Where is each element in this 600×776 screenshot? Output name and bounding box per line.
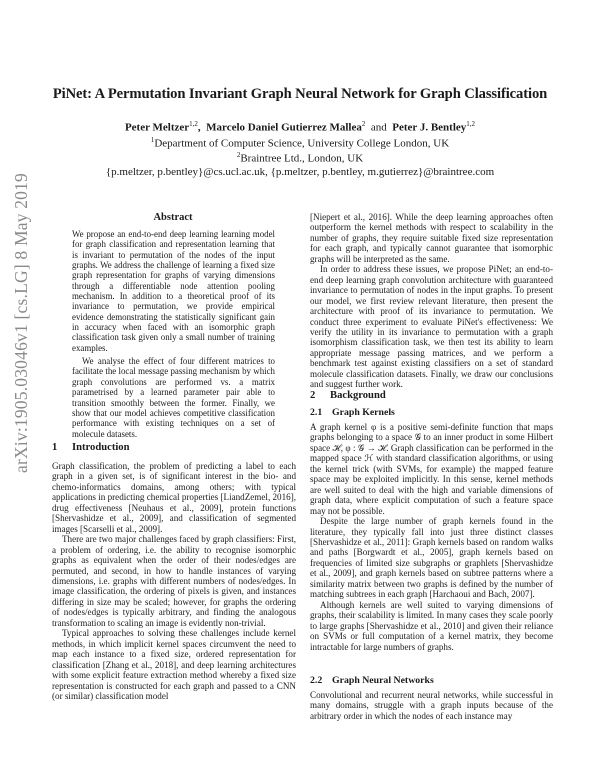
abstract-heading: Abstract [153,212,193,223]
gnn-text [310,690,553,721]
affiliation-sup: 2 [236,151,241,159]
section-title: Introduction [72,442,130,453]
kernels-paragraph: Although kernels are well suited to varying dimensions of graphs, their scalability is limited. In many cases they scale poorly to large graphs [Shervashidze et al., 2010] and given their reliance on SVMs or full computation of a kernel matrix, they become intractable for large numbers of graphs. [310,599,553,652]
subsection-title: Graph Neural Networks [332,675,434,686]
subsection-number: 2.1 [310,407,323,418]
kernels-paragraph: A graph kernel φ is a positive semi-definite function that maps graphs belonging to a space 𝒢 to an inner product in some Hilbert space ℋ, φ : 𝒢 → ℋ. Graph classification can be performed in the mapped space ℋ with standard classification algorithms, or using the kernel trick (with SVMs, for example) the mapped feature space may be exploited implicitly. In this sense, kernel methods are well suited to deal with the high and variable dimensions of graph data, where explicit computation of such a feature space may not be possible. [310,422,553,516]
arxiv-stamp: arXiv:1905.03046v1 [cs.LG] 8 May 2019 [11,173,31,473]
section-heading-background [310,390,386,401]
subsection-title: Graph Kernels [332,407,395,418]
section-number: 2 [310,390,316,401]
affiliation [0,151,600,165]
affiliation [0,136,600,150]
intro-paragraph: Typical approaches to solving these challenges include kernel methods, in which implicit kernel spaces circumvent the need to map each instance to a fixed size, ordered representation for classification [Zhang et al., 2018], and deep learning architectures with some explicit feature extraction method whereby a fixed size representation is constructed for each graph and passed to a CNN (or similar) classification model [52,628,296,701]
author-name: Peter Meltzer [124,121,190,134]
subsection-heading-gnn [310,675,434,686]
author-separator: , [197,121,201,134]
author-name: Marcelo Daniel Gutierrez Mallea [206,121,362,134]
intro-paragraph: There are two major challenges faced by graph classifiers: First, a problem of ordering, i.e. the ability to recognise isomorphic graphs as equivalent when the order of their nodes/edges are permuted, and second, in how to handle instances of varying dimensions, i.e. graphs with different numbers of nodes/edges. In image classification, the ordering of pixels is given, and instances differing in size may be scaled; however, for graphs the ordering of nodes/edges is typically arbitrary, and finding the analogous transformation to scaling an image is evidently non-trivial. [52,534,296,628]
author-affil-sup: 1,2 [189,120,198,128]
kernels-paragraph: Despite the large number of graph kernels found in the literature, they typically fall into just three distinct classes [Shervashidze et al., 2011]: Graph kernels based on random walks and paths [Borgwardt et al., 2005], graph kernels based on frequencies of limited size subgraphs or graphlets [Shervashidze et al., 2009], and graph kernels based on subtree patterns where a similarity matrix between two graphs is defined by the number of matching subtrees in each graph [Harchaoui and Bach, 2007]. [310,516,553,600]
section-heading-introduction [52,442,130,453]
intro-paragraph: In order to address these issues, we propose PiNet; an end-to-end deep learning graph convolution architecture with guaranteed invariance to permutation of nodes in the input graphs. To present our model, we first review relevant literature, then present the architecture with proof of its invariance to permutation. We conduct three experiment to evaluate PiNet's effectiveness: We verify the utility in its invariance to permutation with a graph isomorphism classification task, we then test its ability to learn appropriate message passing matrices, and we perform a benchmark test against existing classifiers on a set of standard molecule classification datasets. Finally, we draw our conclusions and suggest further work. [310,264,553,390]
subsection-heading-graph-kernels [310,407,395,418]
section-title: Background [330,390,386,401]
abstract-paragraph: We analyse the effect of four different matrices to facilitate the local message passing mechanism by which graph convolutions are performed vs. a matrix parametrised by a learned parameter pair able to transition smoothly between the former. Finally, we show that our model achieves competitive classification performance with existing techniques on a set of molecule datasets. [72,356,275,439]
author-name: Peter J. Bentley [392,121,467,134]
author-list [0,120,600,134]
affiliation-text: Department of Computer Science, University College London, UK [154,137,450,150]
intro-paragraph: Graph classification, the problem of predicting a label to each graph in a given set, is of significant interest in the bio- and chemo-informatics domains, among others; with typical applications in predicting chemical properties [LiandZemel, 2016], drug effectiveness [Neuhaus et al., 2009], protein functions [Shervashidze et al., 2009], and classification of segmented images [Scarselli et al., 2009]. [52,461,296,534]
subsection-number: 2.2 [310,675,323,686]
author-affil-sup: 2 [361,120,366,128]
abstract-paragraph: We propose an end-to-end deep learning learning model for graph classification and representation learning that is invariant to permutation of the nodes of the input graphs. We address the challenge of learning a fixed size graph representation for graphs of varying dimensions through a differentiable node attention pooling mechanism. In addition to a theoretical proof of its invariance to permutation, we provide empirical evidence demonstrating the statistically significant gain in accuracy when faced with an isomorphic graph classification task given only a small number of training examples. [72,229,275,353]
paper-title: PiNet: A Permutation Invariant Graph Neural Network for Graph Classification [52,86,548,102]
section-number: 1 [52,442,58,453]
left-column-text [52,461,296,701]
affiliation-sup: 1 [150,136,155,144]
graph-kernels-text [310,422,553,652]
author-emails: {p.meltzer, p.bentley}@cs.ucl.ac.uk, {p.meltzer, p.bentley, m.gutierrez}@braintree.com [105,166,495,178]
affiliation-text: Braintree Ltd., London, UK [240,152,364,165]
gnn-paragraph: Convolutional and recurrent neural networks, while successful in many domains, struggle with a graph inputs because of the arbitrary order in which the nodes of each instance may [310,690,553,721]
abstract-body [72,229,275,439]
intro-paragraph: [Niepert et al., 2016]. While the deep learning approaches often outperform the kernel methods with respect to scalability in the number of graphs, they require suitable fixed size representation for each graph, and typically cannot guarantee that isomorphic graphs will be interpreted as the same. [310,212,553,264]
author-affil-sup: 1,2 [466,120,476,128]
right-column-text [310,212,553,390]
author-separator: and [370,121,387,134]
